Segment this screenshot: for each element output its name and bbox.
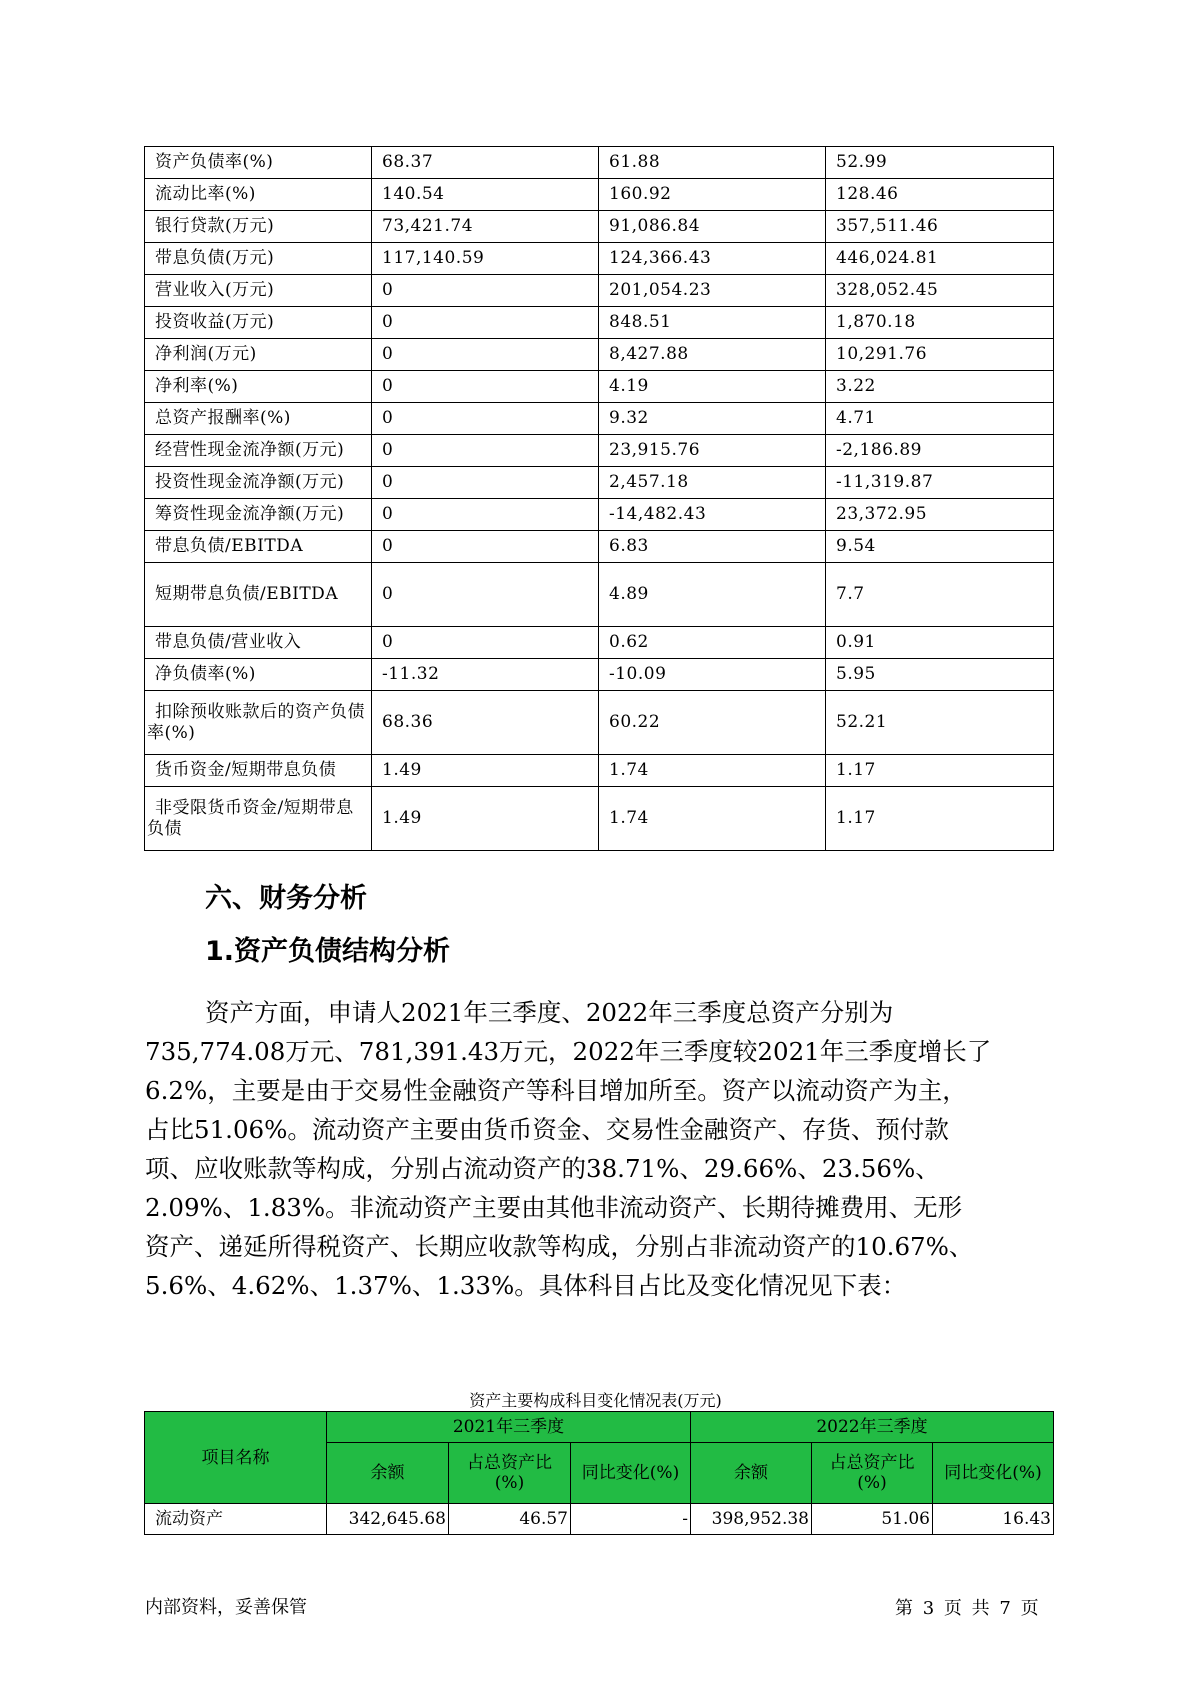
paragraph-line: 占比51.06%。流动资产主要由货币资金、交易性金融资产、存货、预付款	[145, 1115, 949, 1144]
page-current: 3	[922, 1598, 935, 1619]
row-value-3: 4.71	[826, 403, 1054, 435]
row-balance-2021: 342,645.68	[327, 1504, 449, 1535]
table-header-row	[145, 1412, 1054, 1443]
footer-confidential-note: 内部资料，妥善保管	[145, 1597, 307, 1618]
header-change: 同比变化(%)	[933, 1443, 1054, 1504]
row-value-3: 52.21	[826, 691, 1054, 755]
row-value-3: 1.17	[826, 787, 1054, 851]
table-row	[145, 307, 1054, 339]
row-value-1: 140.54	[372, 179, 599, 211]
paragraph-line: 735,774.08万元、781,391.43万元，2022年三季度较2021年三季度增长了	[145, 1037, 992, 1066]
row-label: 短期带息负债/EBITDA	[145, 563, 372, 627]
header-share-line2: (%)	[494, 1473, 525, 1493]
paragraph-line: 5.6%、4.62%、1.37%、1.33%。具体科目占比及变化情况见下表：	[145, 1271, 907, 1300]
row-value-3: 0.91	[826, 627, 1054, 659]
row-value-1: 73,421.74	[372, 211, 599, 243]
row-value-3: 9.54	[826, 531, 1054, 563]
table-row	[145, 275, 1054, 307]
row-value-2: 124,366.43	[599, 243, 826, 275]
row-value-1: 0	[372, 403, 599, 435]
row-value-3: 3.22	[826, 371, 1054, 403]
table-caption: 资产主要构成科目变化情况表(万元)	[469, 1391, 722, 1410]
row-label: 投资性现金流净额(万元)	[145, 467, 372, 499]
table-row	[145, 435, 1054, 467]
row-label: 带息负债(万元)	[145, 243, 372, 275]
row-label: 总资产报酬率(%)	[145, 403, 372, 435]
row-label: 营业收入(万元)	[145, 275, 372, 307]
row-value-2: 23,915.76	[599, 435, 826, 467]
row-value-3: 128.46	[826, 179, 1054, 211]
row-label: 投资收益(万元)	[145, 307, 372, 339]
row-value-1: 0	[372, 499, 599, 531]
asset-structure-table	[144, 1411, 1054, 1535]
paragraph-line: 资产方面，申请人2021年三季度、2022年三季度总资产分别为	[205, 998, 894, 1027]
page-mid: 页 共	[943, 1598, 990, 1619]
row-value-2: 0.62	[599, 627, 826, 659]
table-row	[145, 531, 1054, 563]
row-label: 经营性现金流净额(万元)	[145, 435, 372, 467]
table-row	[145, 179, 1054, 211]
header-share	[812, 1443, 933, 1504]
table-row	[145, 467, 1054, 499]
row-value-3: 328,052.45	[826, 275, 1054, 307]
table-row	[145, 755, 1054, 787]
row-value-2: 4.19	[599, 371, 826, 403]
header-period-2021: 2021年三季度	[327, 1412, 691, 1443]
row-value-3: 23,372.95	[826, 499, 1054, 531]
row-label: 银行贷款(万元)	[145, 211, 372, 243]
table-row	[145, 1504, 1054, 1535]
paragraph-line: 项、应收账款等构成，分别占流动资产的38.71%、29.66%、23.56%、	[145, 1154, 940, 1183]
row-value-1: 0	[372, 531, 599, 563]
row-value-2: 60.22	[599, 691, 826, 755]
row-label: 净负债率(%)	[145, 659, 372, 691]
paragraph-line: 6.2%，主要是由于交易性金融资产等科目增加所至。资产以流动资产为主，	[145, 1076, 967, 1105]
row-value-2: 201,054.23	[599, 275, 826, 307]
table-row	[145, 403, 1054, 435]
row-value-1: 1.49	[372, 755, 599, 787]
row-value-2: 848.51	[599, 307, 826, 339]
table-row	[145, 371, 1054, 403]
row-value-2: 160.92	[599, 179, 826, 211]
row-value-2: 6.83	[599, 531, 826, 563]
row-balance-2022: 398,952.38	[691, 1504, 812, 1535]
table-row	[145, 243, 1054, 275]
header-change: 同比变化(%)	[571, 1443, 691, 1504]
row-value-1: 0	[372, 307, 599, 339]
page-suffix: 页	[1020, 1598, 1039, 1619]
row-value-3: 357,511.46	[826, 211, 1054, 243]
table-row	[145, 499, 1054, 531]
row-value-1: 0	[372, 563, 599, 627]
row-value-1: 0	[372, 467, 599, 499]
section-subheading: 1.资产负债结构分析	[205, 936, 451, 967]
row-value-1: 1.49	[372, 787, 599, 851]
financial-indicators-table	[144, 146, 1054, 851]
row-label: 带息负债/EBITDA	[145, 531, 372, 563]
table-row	[145, 339, 1054, 371]
row-change-2021: -	[571, 1504, 691, 1535]
row-name: 流动资产	[145, 1504, 327, 1535]
row-label: 货币资金/短期带息负债	[145, 755, 372, 787]
row-value-1: 0	[372, 339, 599, 371]
analysis-paragraph	[145, 993, 1055, 1305]
row-value-1: 0	[372, 627, 599, 659]
row-label: 净利润(万元)	[145, 339, 372, 371]
financial-indicators-body	[145, 147, 1054, 851]
row-value-2: 1.74	[599, 755, 826, 787]
table-row	[145, 211, 1054, 243]
row-value-1: 68.36	[372, 691, 599, 755]
row-value-1: 117,140.59	[372, 243, 599, 275]
page-prefix: 第	[895, 1598, 913, 1619]
row-value-3: 7.7	[826, 563, 1054, 627]
row-value-2: 9.32	[599, 403, 826, 435]
header-share-line2: (%)	[857, 1473, 887, 1493]
table-row	[145, 691, 1054, 755]
row-value-1: 0	[372, 371, 599, 403]
row-label: 资产负债率(%)	[145, 147, 372, 179]
footer-page-number	[895, 1594, 1039, 1620]
header-period-2022: 2022年三季度	[691, 1412, 1054, 1443]
page-total: 7	[999, 1598, 1011, 1619]
row-value-2: -10.09	[599, 659, 826, 691]
row-value-2: 4.89	[599, 563, 826, 627]
row-label: 筹资性现金流净额(万元)	[145, 499, 372, 531]
row-label: 扣除预收账款后的资产负债率(%)	[145, 691, 372, 755]
row-label: 流动比率(%)	[145, 179, 372, 211]
row-label: 非受限货币资金/短期带息负债	[145, 787, 372, 851]
row-share-2022: 51.06	[812, 1504, 933, 1535]
row-value-3: -2,186.89	[826, 435, 1054, 467]
row-value-3: 52.99	[826, 147, 1054, 179]
row-value-3: 446,024.81	[826, 243, 1054, 275]
row-value-3: 1,870.18	[826, 307, 1054, 339]
row-value-3: -11,319.87	[826, 467, 1054, 499]
row-value-1: 0	[372, 435, 599, 467]
table-row	[145, 659, 1054, 691]
header-item-name: 项目名称	[145, 1412, 327, 1504]
row-value-1: 0	[372, 275, 599, 307]
table-row	[145, 147, 1054, 179]
row-value-1: -11.32	[372, 659, 599, 691]
table-row	[145, 563, 1054, 627]
header-balance: 余额	[327, 1443, 449, 1504]
header-balance: 余额	[691, 1443, 812, 1504]
header-share-line1: 占总资产比	[467, 1453, 552, 1473]
header-share	[449, 1443, 571, 1504]
row-value-2: 91,086.84	[599, 211, 826, 243]
row-value-2: 2,457.18	[599, 467, 826, 499]
paragraph-line: 资产、递延所得税资产、长期应收款等构成，分别占非流动资产的10.67%、	[145, 1232, 974, 1261]
section-heading: 六、财务分析	[205, 883, 367, 914]
header-share-line1: 占总资产比	[829, 1453, 915, 1473]
row-value-2: -14,482.43	[599, 499, 826, 531]
row-value-1: 68.37	[372, 147, 599, 179]
table-row	[145, 627, 1054, 659]
row-value-3: 10,291.76	[826, 339, 1054, 371]
row-value-3: 1.17	[826, 755, 1054, 787]
row-share-2021: 46.57	[449, 1504, 571, 1535]
row-value-2: 1.74	[599, 787, 826, 851]
row-value-3: 5.95	[826, 659, 1054, 691]
row-change-2022: 16.43	[933, 1504, 1054, 1535]
row-label: 带息负债/营业收入	[145, 627, 372, 659]
row-value-2: 8,427.88	[599, 339, 826, 371]
row-label: 净利率(%)	[145, 371, 372, 403]
paragraph-line: 2.09%、1.83%。非流动资产主要由其他非流动资产、长期待摊费用、无形	[145, 1193, 963, 1222]
table-row	[145, 787, 1054, 851]
row-value-2: 61.88	[599, 147, 826, 179]
